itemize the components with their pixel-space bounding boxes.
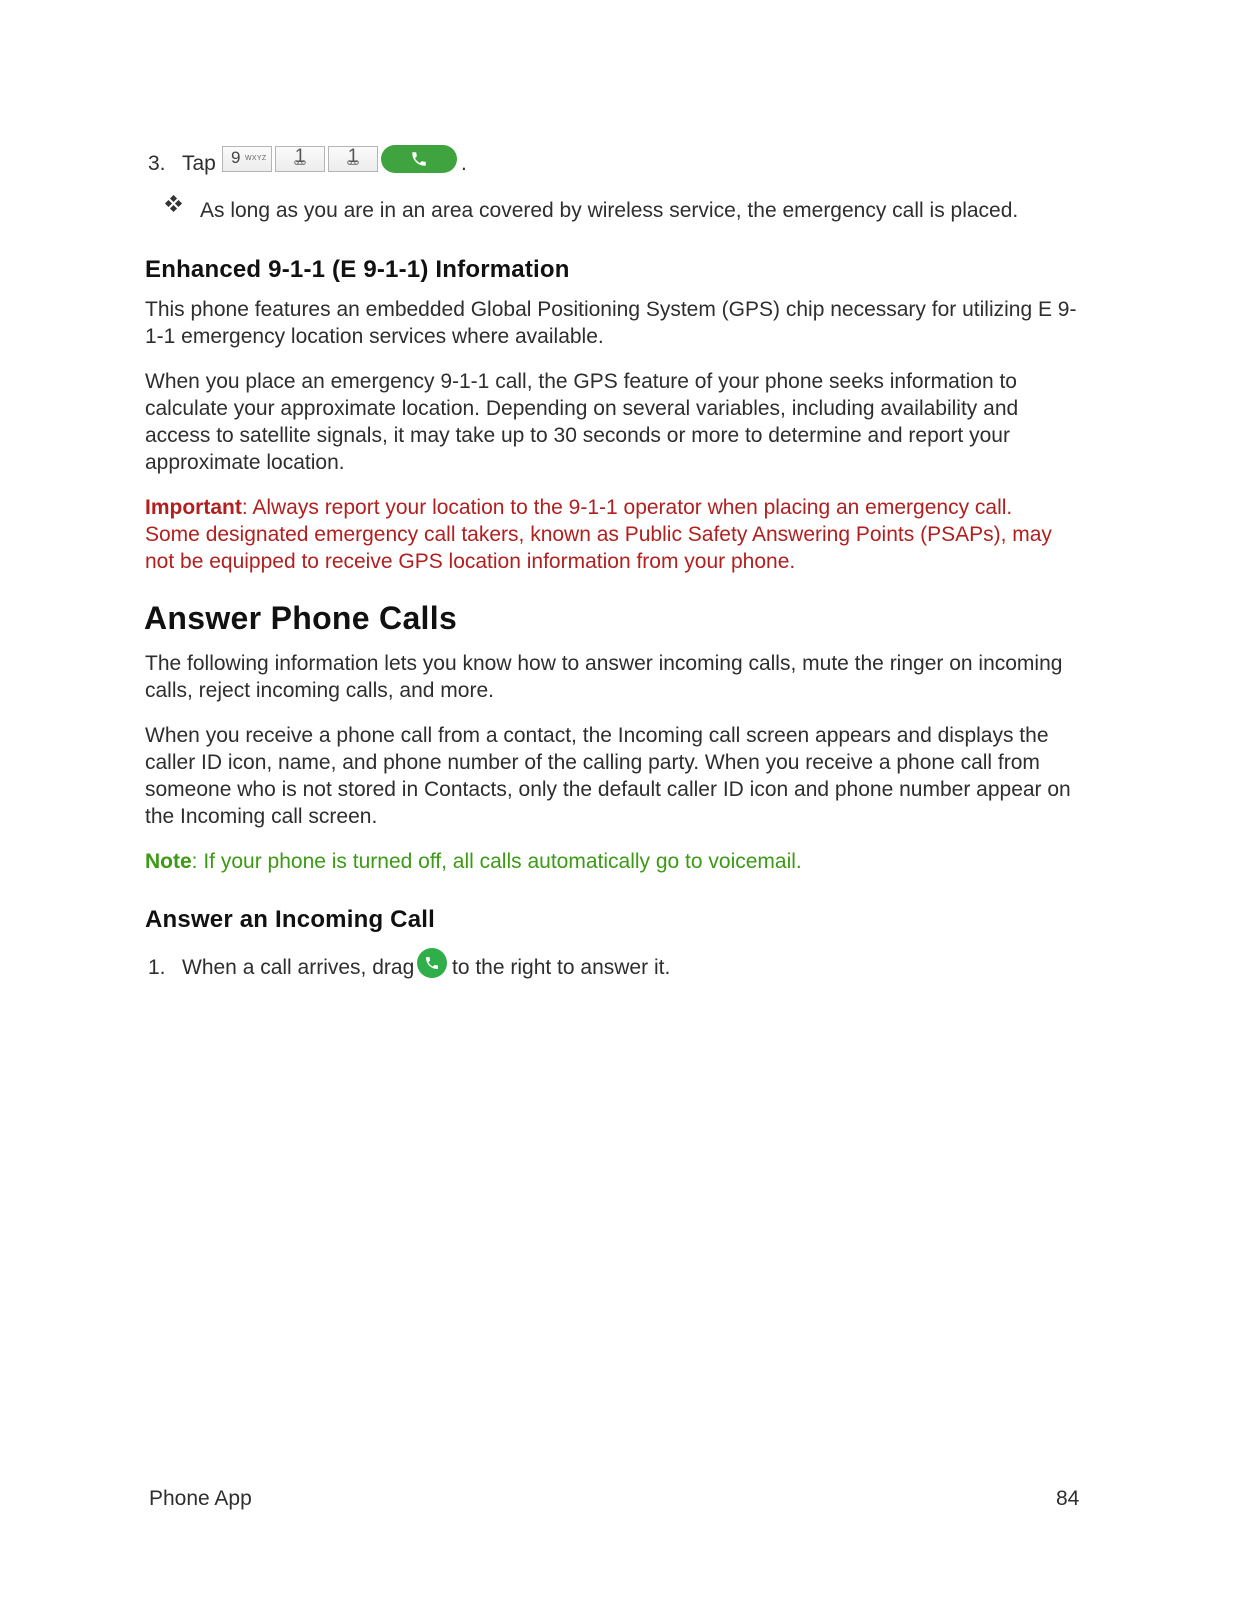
important-notice: Important: Always report your location to the 9-1-1 operator when placing an emergency call. Some designated emergency call takers, known as Public Safety Answering Points (PSAPs), may not be equipped to receive GPS location information from your phone.	[145, 496, 1052, 573]
step-3-period: .	[461, 152, 467, 175]
call-button-icon	[381, 145, 457, 173]
diamond-bullet-icon	[163, 195, 183, 220]
answer-paragraph-1: The following information lets you know how to answer incoming calls, mute the ringer on incoming calls, reject incoming calls, and more.	[145, 652, 1063, 702]
answer-paragraph-2: When you receive a phone call from a contact, the Incoming call screen appears and displays the caller ID icon, name, and phone number of the calling party. When you receive a phone call from someone who is not stored in Contacts, only the default caller ID icon and phone number appear on the Incoming call screen.	[145, 724, 1071, 828]
important-label: Important	[145, 496, 242, 519]
incoming-call-heading: Answer an Incoming Call	[145, 906, 435, 933]
tap-label: Tap	[182, 152, 216, 175]
voicemail-icon	[329, 152, 377, 170]
e911-heading: Enhanced 9-1-1 (E 9-1-1) Information	[145, 256, 570, 283]
key-1-icon: 1	[275, 146, 325, 172]
note-label: Note	[145, 850, 192, 873]
phone-handset-icon	[409, 150, 429, 168]
key-1-icon-second: 1	[328, 146, 378, 172]
e911-paragraph-2: When you place an emergency 9-1-1 call, the GPS feature of your phone seeks information to calculate your approximate location. Depending on several variables, including availability and access to satellite signals, it may take up to 30 seconds or more to determine and report your approximate location.	[145, 370, 1019, 474]
step-3	[148, 150, 216, 177]
voicemail-note: Note: If your phone is turned off, all calls automatically go to voicemail.	[145, 850, 802, 873]
incoming-step-1: 1. When a call arrives, drag	[148, 956, 415, 979]
incoming-step-1-tail: to the right to answer it.	[452, 956, 671, 979]
answer-call-icon	[417, 948, 447, 978]
phone-handset-icon	[424, 955, 440, 971]
answer-phone-calls-heading: Answer Phone Calls	[144, 600, 458, 636]
step-number: 3.	[148, 152, 166, 175]
key-9-icon: 9 WXYZ	[222, 146, 272, 172]
voicemail-icon	[276, 152, 324, 170]
bullet-text: As long as you are in an area covered by wireless service, the emergency call is placed.	[200, 199, 1019, 222]
e911-paragraph-1: This phone features an embedded Global Positioning System (GPS) chip necessary for utilizing E 9- 1-1 emergency location services where available.	[145, 298, 1077, 348]
page-number: 84	[1056, 1487, 1080, 1510]
footer-section-title: Phone App	[149, 1487, 252, 1510]
